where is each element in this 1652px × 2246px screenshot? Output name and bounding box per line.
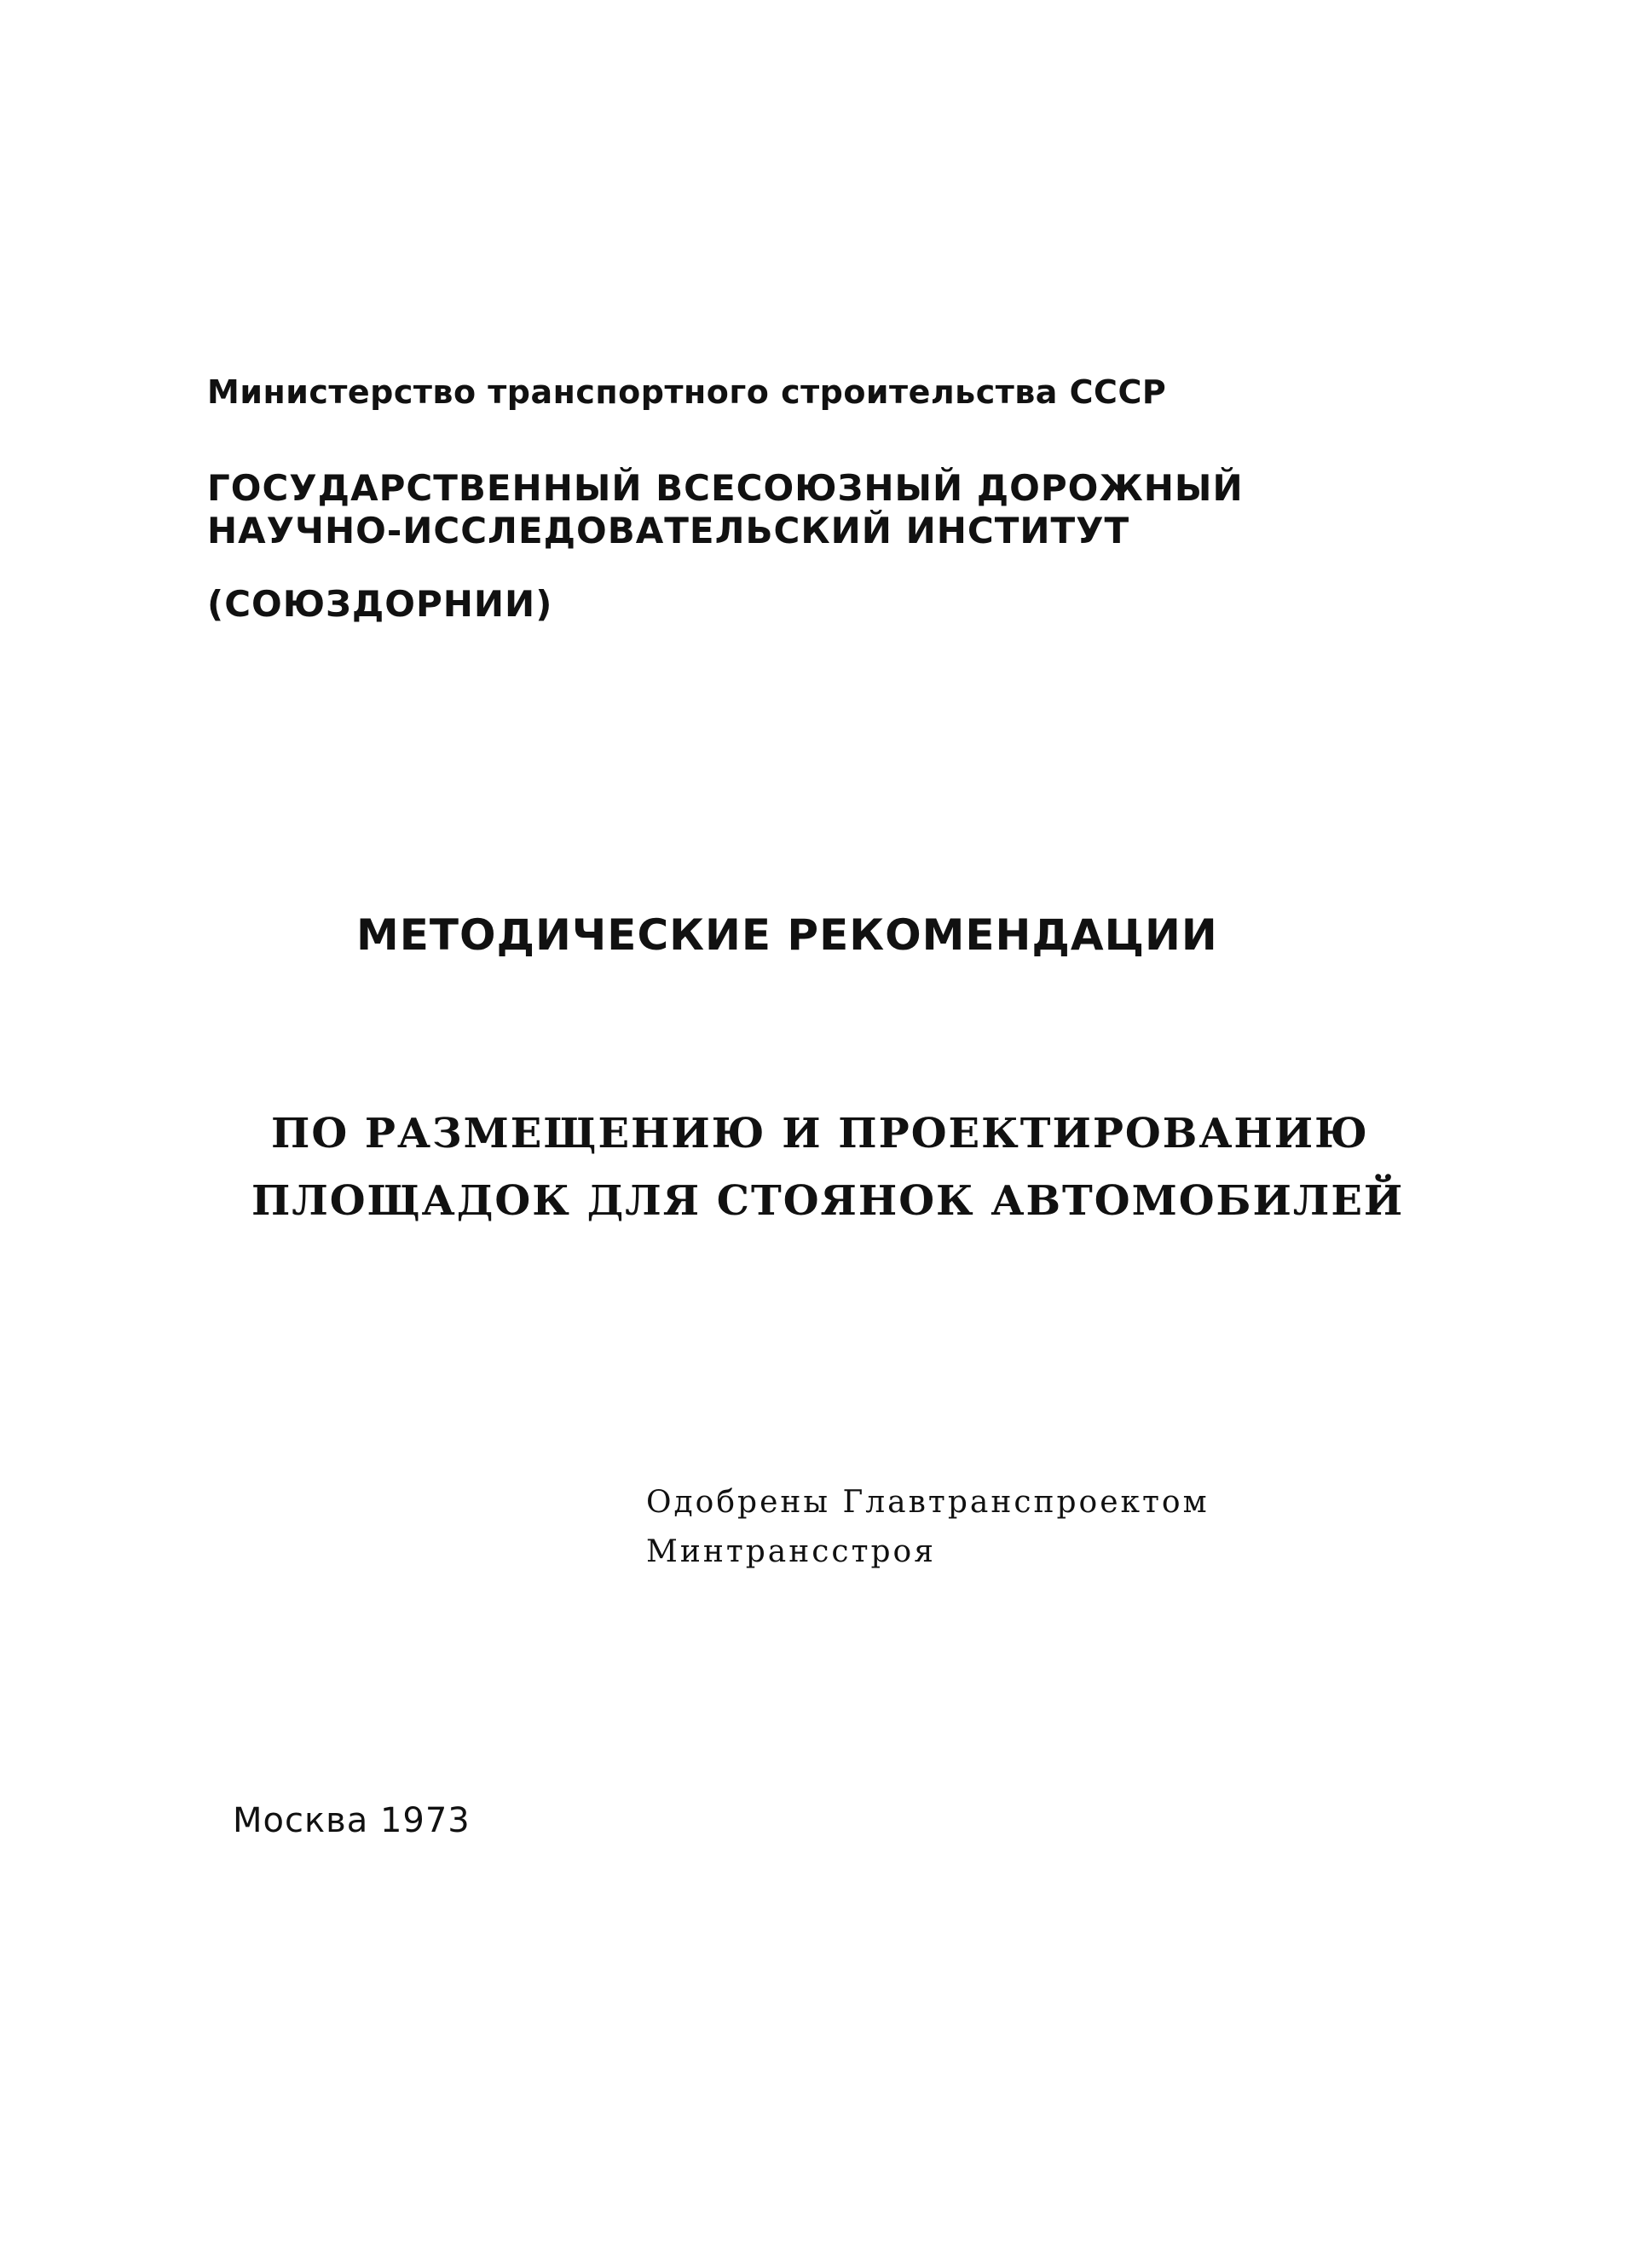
document-type-heading: МЕТОДИЧЕСКИЕ РЕКОМЕНДАЦИИ <box>356 910 1218 960</box>
ministry-name: Министерство транспортного строительства СССР <box>207 373 1167 411</box>
approval-note-line-1: Одобрены Главтранспроектом <box>646 1485 1210 1520</box>
document-subject-line-2: ПЛОЩАДОК ДЛЯ СТОЯНОК АВТОМОБИЛЕЙ <box>251 1177 1405 1225</box>
publication-city-year: Москва 1973 <box>233 1801 471 1840</box>
institute-abbreviation: (СОЮЗДОРНИИ) <box>207 583 553 625</box>
document-subject-line-1: ПО РАЗМЕЩЕНИЮ И ПРОЕКТИРОВАНИЮ <box>271 1110 1369 1158</box>
institute-name-line-1: ГОСУДАРСТВЕННЫЙ ВСЕСОЮЗНЫЙ ДОРОЖНЫЙ <box>207 467 1244 509</box>
approval-note-line-2: Минтрансстроя <box>646 1534 936 1569</box>
institute-name-line-2: НАУЧНО-ИССЛЕДОВАТЕЛЬСКИЙ ИНСТИТУТ <box>207 510 1130 551</box>
